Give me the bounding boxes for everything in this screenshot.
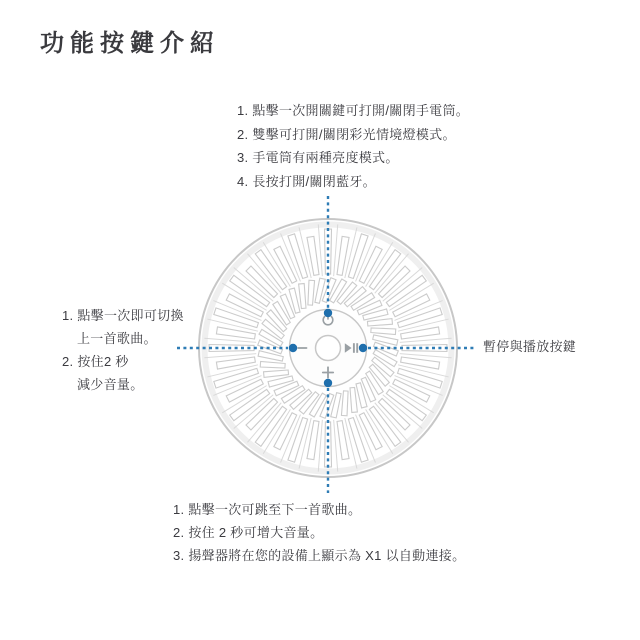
note-line: 1. 點擊一次開關鍵可打開/關閉手電筒。 xyxy=(237,103,470,118)
note-line: 減少音量。 xyxy=(77,377,144,392)
note-line: 暫停與播放按鍵 xyxy=(483,339,577,354)
note-block-next-volume-up xyxy=(173,498,465,567)
speaker-device-illustration xyxy=(168,188,488,508)
note-block-flashlight xyxy=(237,99,469,193)
note-line: 3. 揚聲器將在您的設備上顯示為 X1 以自動連接。 xyxy=(173,548,466,563)
note-block-previous-volume-down xyxy=(62,304,184,396)
note-line: 4. 長按打開/關閉藍牙。 xyxy=(237,173,376,189)
callout-dot-left xyxy=(289,344,297,352)
note-line: 1. 點擊一次即可切換 xyxy=(62,308,184,323)
center-button xyxy=(316,336,341,361)
callout-dot-right xyxy=(359,344,367,352)
note-line: 3. 手電筒有兩種亮度模式。 xyxy=(237,150,399,165)
callout-dot-bottom xyxy=(324,379,332,387)
note-line: 上一首歌曲。 xyxy=(77,331,157,346)
note-line: 2. 按住2 秒 xyxy=(62,354,129,369)
page-title: 功能按鍵介紹 xyxy=(40,30,220,57)
callout-dot-top xyxy=(324,309,332,317)
note-line: 2. 雙擊可打開/關閉彩光情境燈模式。 xyxy=(237,126,456,142)
note-line: 2. 按住 2 秒可增大音量。 xyxy=(173,525,324,540)
note-line: 1. 點擊一次可跳至下一首歌曲。 xyxy=(173,502,362,517)
note-block-play-pause xyxy=(483,339,576,354)
